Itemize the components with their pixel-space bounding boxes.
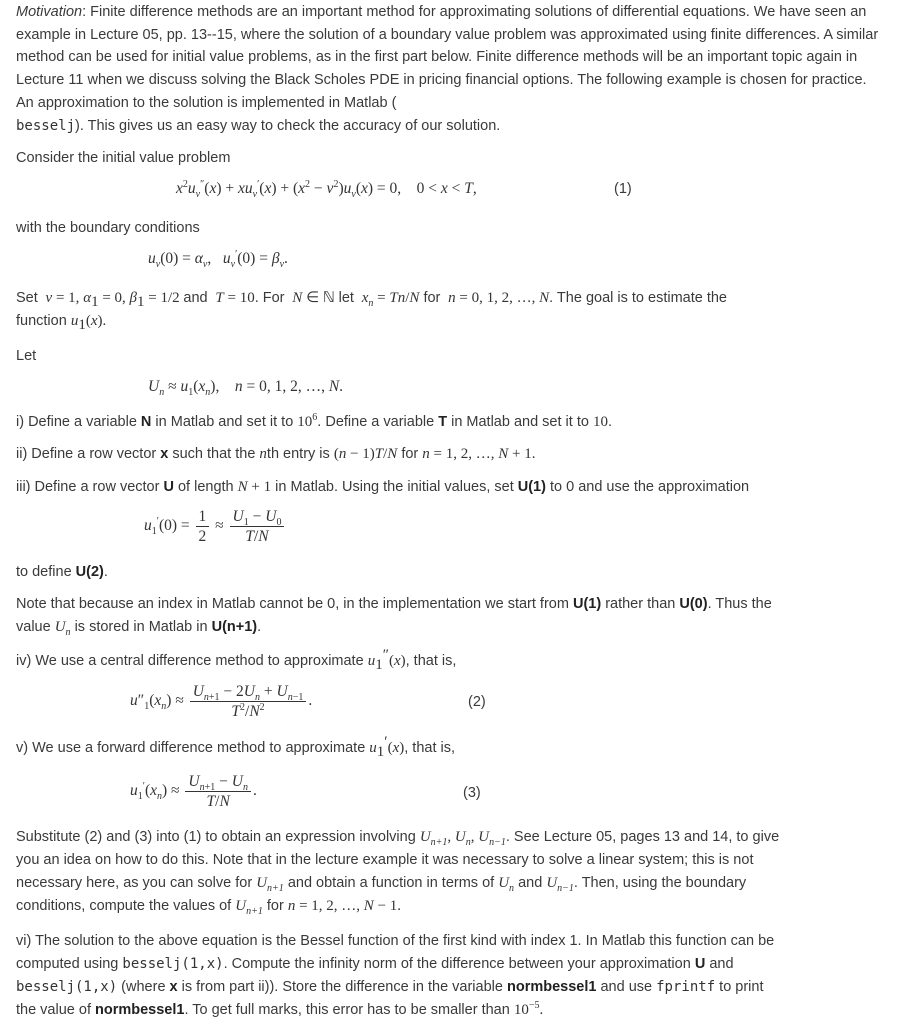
item-i: i) Define a variable N in Matlab and set it to $10^6$. Define a variable T in Matlab and set it to 10. xyxy=(16,412,612,430)
index-note-line-2: value $U_n$ is stored in Matlab in U(n+1). xyxy=(16,619,262,638)
equation-2-number: (2) xyxy=(468,694,486,710)
let-text: Let xyxy=(16,348,37,364)
item-vi-line-3: besselj(1,x) (where x is from part ii)). Store the difference in the variable normbessel1 and use fprintf to print xyxy=(16,979,764,995)
substitute-line-4: conditions, compute the values of $U_{n+1}$ for n = 1, 2, …, N − 1. xyxy=(16,898,402,917)
item-vi-line-2: computed using besselj(1,x). Compute the infinity norm of the difference between your approximation U and xyxy=(16,956,734,972)
initial-derivative-approximation: $u_1'(0)$ = $\frac{1}{2}$ ≈ $\frac{U_1 - U_0}{T/N}$ xyxy=(144,507,286,546)
item-vi-line-1: vi) The solution to the above equation is the Bessel function of the first kind with index 1. In Matlab this function can be xyxy=(16,933,775,949)
index-note-line-1: Note that because an index in Matlab cannot be 0, in the implementation we start from U(1) rather than U(0). Thus the xyxy=(16,596,772,612)
define-u2-text: to define U(2). xyxy=(16,564,108,580)
motivation-paragraph: Motivation: Finite difference methods are an important method for approximating solutions of differential equations. We have seen an example in Lecture 05, pp. 13--15, where the solution of a boundary value problem was approximated using finite differences. A similar method can be used for initial value problems, as in the first part below. Finite difference methods will be an important topic again in Lecture 11 when we discuss solving the Black Scholes PDE in pricing financial options. The following example is chosen for practice. An approximation to the solution is implemented in Matlab ( besselj). This gives us an easy way to check the accuracy of our solution. xyxy=(16,4,879,134)
item-iv: iv) We use a central difference method to approximate $u_1''(x)$, that is, xyxy=(16,647,457,673)
boundary-conditions-equation: $u_\nu(0) = \alpha_\nu$, $u_\nu'(0) = \beta_\nu$. xyxy=(148,248,288,271)
parameter-setup-line: Set ν = 1, $\alpha_1 = 0$, $\beta_1 = 1/2$ and T = 10. For N ∈ ℕ let $x_n = Tn/N$ for n = 0, 1, 2, …, N. The goal is to estimate the xyxy=(16,290,727,310)
motivation-label: Motivation xyxy=(16,4,83,20)
approximation-equation: $U_n \approx u_1(x_n)$, n = 0, 1, 2, …, N. xyxy=(148,378,344,399)
equation-3-number: (3) xyxy=(463,785,481,801)
equation-1-number: (1) xyxy=(614,181,632,197)
equation-2: $u''_1(x_n)$ ≈ $\frac{U_{n+1} - 2U_n + U_{n-1}}{T^2/N^2}$ . xyxy=(130,683,313,720)
boundary-conditions-text: with the boundary conditions xyxy=(16,220,200,236)
besselj-code: besselj xyxy=(16,117,76,134)
substitute-line-1: Substitute (2) and (3) into (1) to obtain an expression involving $U_{n+1}$, $U_n$, $U_{n-1}$. See Lecture 05, pages 13 and 14, to give xyxy=(16,829,780,848)
substitute-line-2: you an idea on how to do this. Note that in the lecture example it was necessary to solve a linear system; this is not xyxy=(16,852,754,868)
item-v: v) We use a forward difference method to approximate $u_1'(x)$, that is, xyxy=(16,734,456,760)
item-vi-line-4: the value of normbessel1. To get full marks, this error has to be smaller than $10^{-5}$. xyxy=(16,1000,544,1018)
consider-text: Consider the initial value problem xyxy=(16,150,231,166)
parameter-setup-line-2: function $u_1(x)$. xyxy=(16,313,107,333)
equation-1: $x^2u_\nu''(x) + xu_\nu'(x) + (x^2 - \nu^2)u_\nu(x) = 0$, 0 < x < T, xyxy=(176,178,477,201)
item-iii: iii) Define a row vector U of length N + 1 in Matlab. Using the initial values, set U(1) to 0 and use the approximation xyxy=(16,479,750,495)
equation-3: $u_1'(x_n)$ ≈ $\frac{U_{n+1} - U_n}{T/N}$ . xyxy=(130,773,257,810)
item-ii: ii) Define a row vector x such that the nth entry is (n − 1)T/N for n = 1, 2, …, N + 1. xyxy=(16,446,536,462)
substitute-line-3: necessary here, as you can solve for $U_{n+1}$ and obtain a function in terms of $U_n$ and $U_{n-1}$. Then, using the boundary xyxy=(16,875,747,894)
